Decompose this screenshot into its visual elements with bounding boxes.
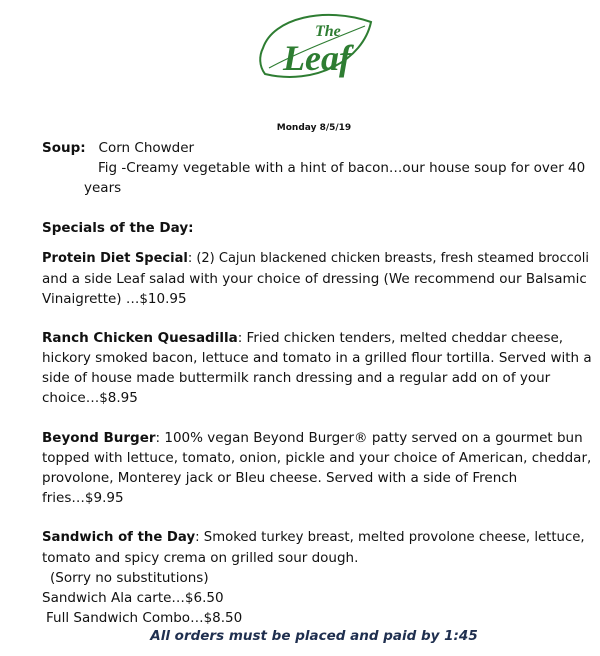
protein-line-1: Protein Diet Special: (2) Cajun blackened chicken breasts, fresh steamed broccoli: [42, 251, 589, 266]
sandwich-title: Sandwich of the Day: [42, 530, 196, 545]
logo-text-main: Leaf: [283, 38, 351, 78]
ranch-line-2: hickory smoked bacon, lettuce and tomato in a grilled flour tortilla. Served with a: [42, 350, 592, 366]
ranch-line-3: side of house made buttermilk ranch dressing and a regular add on of your: [42, 370, 551, 386]
beyond-line-3: provolone, Monterey jack or Bleu cheese. Served with a side of French: [42, 470, 518, 486]
ranch-line-1: Ranch Chicken Quesadilla: Fried chicken tenders, melted cheddar cheese,: [42, 330, 564, 346]
soup-desc-2: years: [84, 180, 122, 196]
protein-line-3: Vinaigrette) …$10.95: [42, 291, 187, 307]
soup-line: [42, 138, 194, 158]
sandwich-note: (Sorry no substitutions): [50, 570, 209, 586]
ranch-title: Ranch Chicken Quesadilla: [42, 330, 238, 346]
beyond-line-4: fries…$9.95: [42, 490, 124, 506]
menu-date: Monday 8/5/19: [276, 123, 352, 133]
protein-line-2: and a side Leaf salad with your choice of dressing (We recommend our Balsamic: [42, 271, 587, 287]
beyond-line-1: Beyond Burger: 100% vegan Beyond Burger® patty served on a gourmet bun: [42, 430, 583, 446]
the-leaf-logo: [255, 8, 375, 86]
sandwich-combo: Full Sandwich Combo…$8.50: [46, 610, 243, 626]
order-deadline-note: All orders must be placed and paid by 1:45: [150, 628, 478, 644]
beyond-title: Beyond Burger: [42, 430, 156, 446]
sandwich-line-1: Sandwich of the Day: Smoked turkey breast, melted provolone cheese, lettuce,: [42, 530, 585, 545]
soup-desc-1: Fig -Creamy vegetable with a hint of bacon…our house soup for over 40: [98, 160, 586, 176]
protein-title: Protein Diet Special: [42, 251, 188, 266]
beyond-line-2: topped with lettuce, tomato, onion, pickle and your choice of American, cheddar,: [42, 450, 592, 466]
ranch-line-4: choice…$8.95: [42, 390, 138, 406]
sandwich-line-2: tomato and spicy crema on grilled sour dough.: [42, 550, 359, 566]
soup-name: Corn Chowder: [98, 140, 195, 156]
logo-text-top: The: [315, 23, 341, 40]
soup-label: Soup:: [42, 140, 86, 156]
specials-heading: Specials of the Day:: [42, 220, 194, 236]
sandwich-ala-carte: Sandwich Ala carte…$6.50: [42, 590, 224, 606]
